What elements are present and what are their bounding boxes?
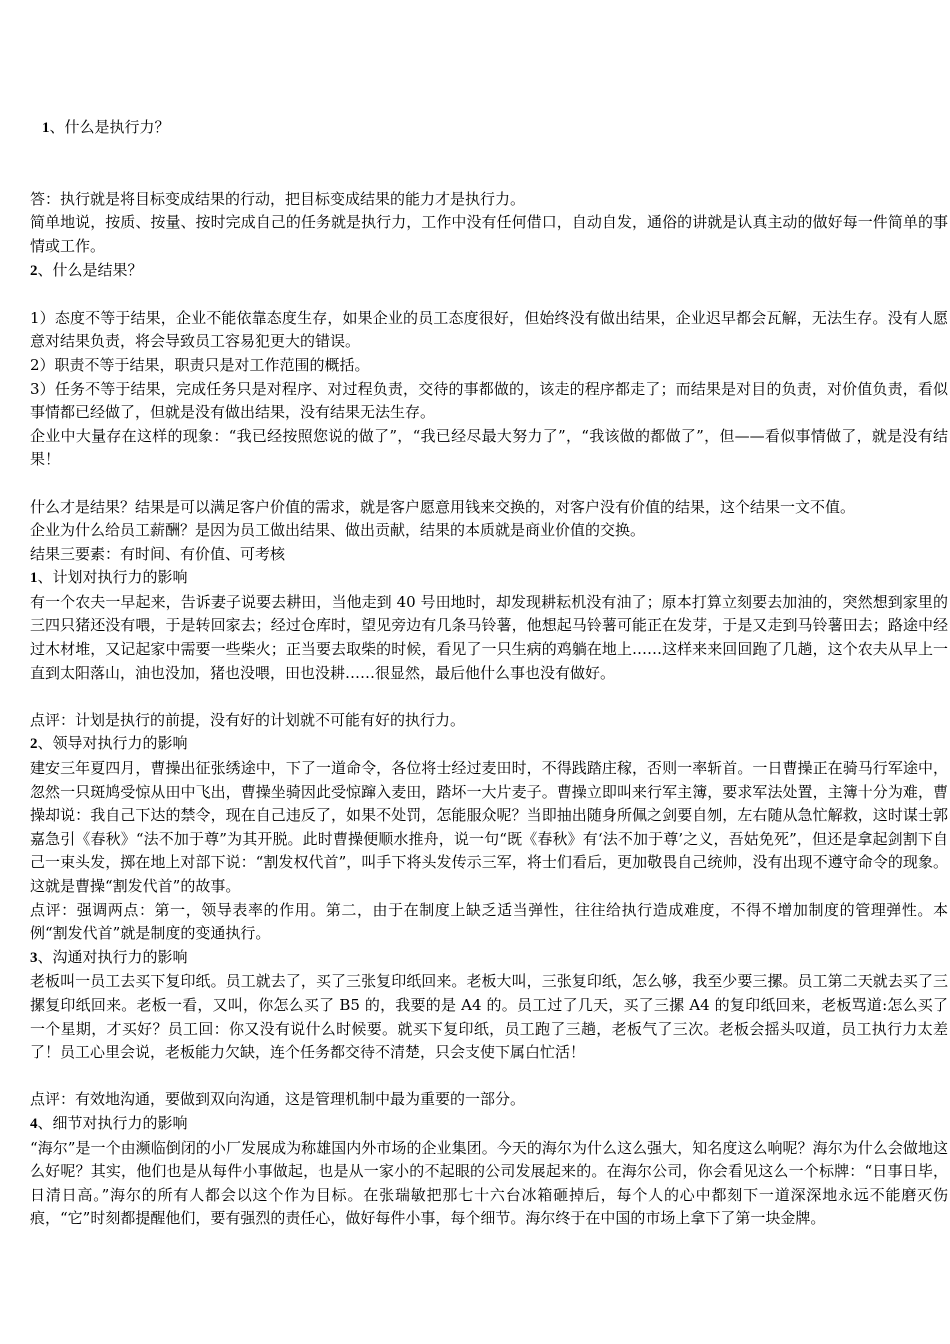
section-1-heading: 1、计划对执行力的影响: [30, 568, 188, 587]
spacer: [30, 472, 948, 496]
section-2-heading: 2、领导对执行力的影响: [30, 734, 188, 753]
result-phenomenon: 企业中大量存在这样的现象：“我已经按照您说的做了”，“我已经尽最大努力了”，“我该做的都做了”，但——看似事情做了，就是没有结果！: [30, 426, 948, 469]
result-point-2: 2）职责不等于结果，职责只是对工作范围的概括。: [30, 355, 370, 374]
question-1-heading: 1、什么是执行力？: [42, 118, 170, 136]
what-is-result-paragraph: 什么才是结果？结果是可以满足客户价值的需求，就是客户愿意用钱来交换的，对客户没有价值的结果，这个结果一文不值。: [30, 497, 856, 516]
section-1-comment: 点评：计划是执行的前提，没有好的计划就不可能有好的执行力。: [30, 710, 466, 729]
salary-paragraph: 企业为什么给员工薪酬？是因为员工做出结果、做出贡献，结果的本质就是商业价值的交换。: [30, 521, 646, 540]
section-4-story: “海尔”是一个由濒临倒闭的小厂发展成为称雄国内外市场的企业集团。今天的海尔为什么这么强大，知名度这么响呢？海尔为什么会做地这么好呢？其实，他们也是从每件小事做起，也是从一家小的不起眼的公司发展起来的。在海尔公司，你会看见这么一个标牌：“日事日毕，日清日高。”海尔的所有人都会以这个作为目标。在张瑞敏把那七十六台冰箱砸掉后，每个人的心中都刻下一道深深地永远不能磨灭伤痕，“它”时刻都提醒他们，要有强烈的责任心，做好每件小事，每个细节。海尔终于在中国的市场上拿下了第一块金牌。: [30, 1138, 948, 1228]
section-3-comment: 点评：有效地沟通，要做到双向沟通，这是管理机制中最为重要的一部分。: [30, 1090, 526, 1109]
section-1-story: 有一个农夫一早起来，告诉妻子说要去耕田，当他走到 40 号田地时，却发现耕耘机没有油了；原本打算立刻要去加油的，突然想到家里的三四只猪还没有喂，于是转回家去；经过仓库时，望见旁边有几条马铃薯，他想起马铃薯可能正在发芽，于是又走到马铃薯田去；路途中经过木材堆，又记起家中需要一些柴火；正当要去取柴的时候，看见了一只生病的鸡躺在地上……这样来来回回跑了几趟，这个农夫从早上一直到太阳落山，油也没加，猪也没喂，田也没耕……很显然，最后他什么事也没有做好。: [30, 592, 948, 682]
section-2-comment: 点评：强调两点：第一，领导表率的作用。第二，由于在制度上缺乏适当弹性，往往给执行造成难度，不得不增加制度的管理弹性。本例“割发代首”就是制度的变通执行。: [30, 900, 948, 943]
answer-1-paragraph: 答：执行就是将目标变成结果的行动，把目标变成结果的能力才是执行力。: [30, 189, 526, 208]
answer-1-explanation: 简单地说，按质、按量、按时完成自己的任务就是执行力，工作中没有任何借口，自动自发，通俗的讲就是认真主动的做好每一件简单的事情或工作。: [30, 213, 948, 255]
spacer: [30, 141, 948, 165]
spacer: [30, 685, 948, 709]
section-3-story: 老板叫一员工去买下复印纸。员工就去了，买了三张复印纸回来。老板大叫，三张复印纸，怎么够，我至少要三摞。员工第二天就去买了三摞复印纸回来。老板一看，又叫，你怎么买了 B5 的，我要的是 A4 的。员工过了几天，买了三摞 A4 的复印纸回来，老板骂道:怎么买了一个星期，才买好？员工回：你又没有说什么时候要。就买下复印纸，员工跑了三趟，老板气了三次。老板会摇头叹道，员工执行力太差了！员工心里会说，老板能力欠缺，连个任务都交待不清楚，只会支使下属白忙活！: [30, 972, 948, 1062]
section-4-heading: 4、细节对执行力的影响: [30, 1113, 188, 1132]
section-3-heading: 3、沟通对执行力的影响: [30, 947, 188, 966]
document-body: [30, 116, 948, 1231]
result-point-1: 1）态度不等于结果，企业不能依靠态度生存，如果企业的员工态度很好，但始终没有做出结果，企业迟早都会瓦解，无法生存。没有人愿意对结果负责，将会导致员工容易犯更大的错误。: [30, 308, 948, 351]
spacer: [30, 1065, 948, 1089]
three-elements-line: 结果三要素：有时间、有价值、可考核: [30, 544, 286, 563]
spacer: [30, 283, 948, 307]
section-2-story: 建安三年夏四月，曹操出征张绣途中，下了一道命令，各位将士经过麦田时，不得践踏庄稼，否则一率斩首。一日曹操正在骑马行军途中，忽然一只斑鸠受惊从田中飞出，曹操坐骑因此受惊蹿入麦田，踏坏一大片麦子。曹操立即叫来行军主簿，要求军法处置，主簿十分为难，曹操却说：我自己下达的禁令，现在自己违反了，如果不处罚，怎能服众呢？当即抽出随身所佩之剑要自刎，左右随从急忙解救，这时谋士郭嘉急引《春秋》“法不加于尊”为其开脱。此时曹操便顺水推舟，说一句“既《春秋》有‘法不加于尊’之义，吾姑免死”，但还是拿起剑割下自己一束头发，掷在地上对部下说：“割发权代首”，叫手下将头发传示三军，将士们看后，更加敬畏自己统帅，没有出现不遵守命令的现象。这就是曹操“割发代首”的故事。: [30, 759, 948, 895]
result-point-3: 3）任务不等于结果，完成任务只是对程序、对过程负责，交待的事都做的，该走的程序都走了；而结果是对目的负责，对价值负责，看似事情都已经做了，但就是没有做出结果，没有结果无法生存。: [30, 379, 948, 422]
question-2-heading: 2、什么是结果？: [30, 260, 143, 279]
spacer: [30, 164, 948, 188]
